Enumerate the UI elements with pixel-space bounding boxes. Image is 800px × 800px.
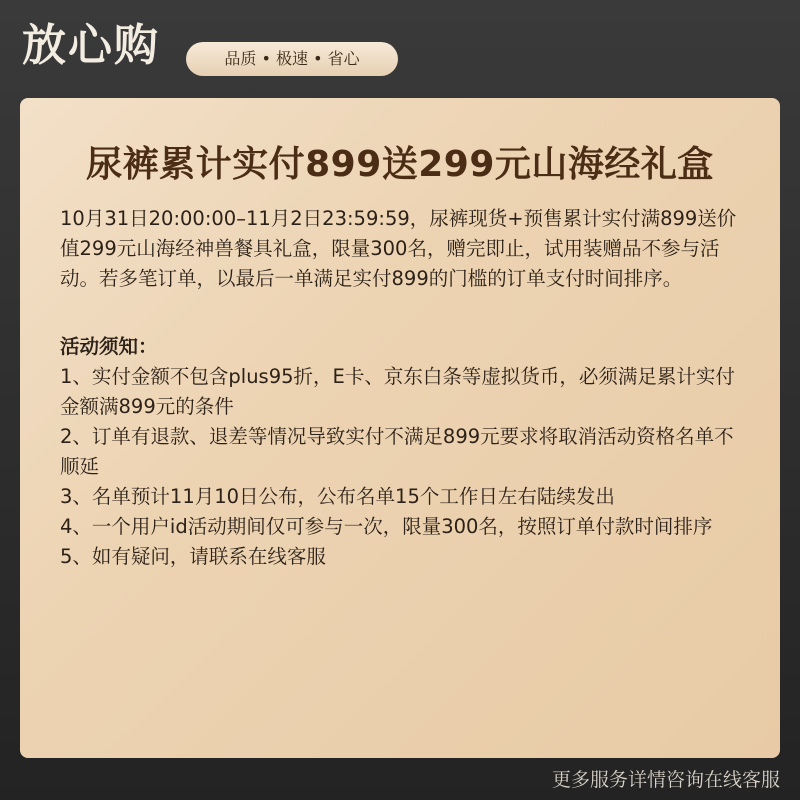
promo-title: 尿裤累计实付899送299元山海经礼盒 — [86, 144, 714, 185]
notice-item: 2、订单有退款、退差等情况导致实付不满足899元要求将取消活动资格名单不顺延 — [60, 425, 734, 478]
notice-item: 5、如有疑问，请联系在线客服 — [60, 545, 326, 568]
promo-intro: 10月31日20:00:00–11月2日23:59:59，尿裤现货+预售累计实付满899送价值299元山海经神兽餐具礼盒，限量300名，赠完即止，试用装赠品不参与活动。若多笔订单，以最后一单满足实付899的门槛的订单支付时间排序。 — [60, 207, 737, 290]
footer-contact-text: 更多服务详情咨询在线客服 — [551, 769, 780, 791]
promo-body — [60, 204, 750, 572]
slogan-badge: 品质 • 极速 • 省心 — [186, 42, 398, 76]
brand-title: 放心购 — [22, 20, 160, 71]
notice-item: 3、名单预计11月10日公布，公布名单15个工作日左右陆续发出 — [60, 485, 615, 508]
notice-heading: 活动须知： — [60, 335, 158, 358]
notice-item: 4、一个用户id活动期间仅可参与一次，限量300名，按照订单付款时间排序 — [60, 515, 713, 538]
promo-card — [20, 98, 780, 758]
notice-item: 1、实付金额不包含plus95折，E卡、京东白条等虚拟货币，必须满足累计实付金额满899元的条件 — [60, 365, 735, 418]
